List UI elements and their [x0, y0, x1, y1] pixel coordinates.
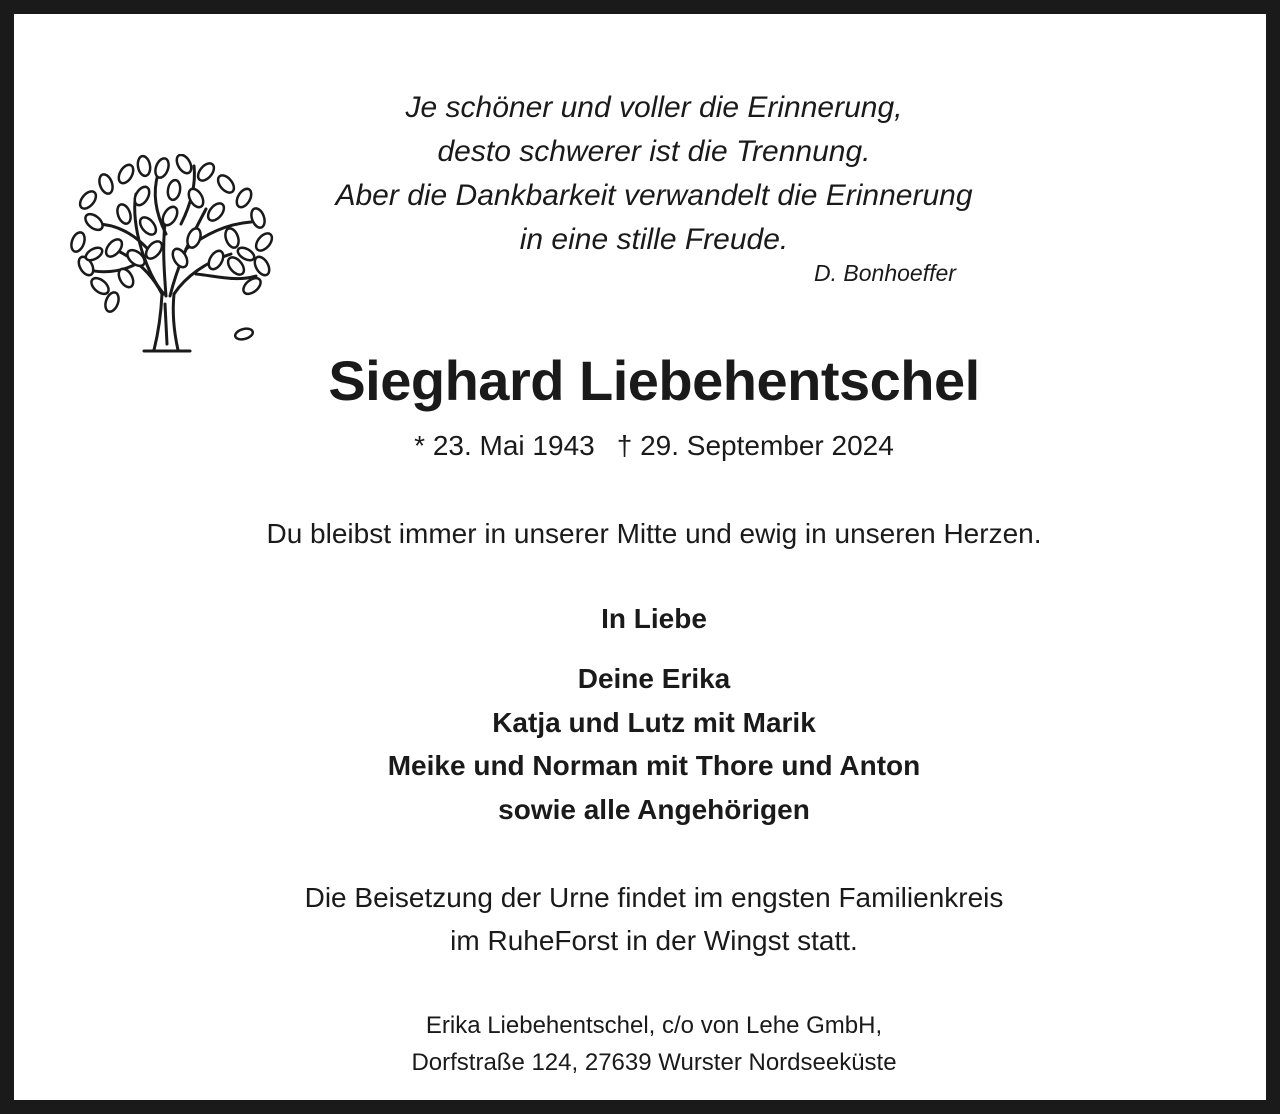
burial-line: Die Beisetzung der Urne findet im engsten Familienkreis	[304, 882, 1004, 913]
burial-line: im RuheForst in der Wingst statt.	[450, 925, 858, 956]
mourners-list	[14, 657, 1280, 831]
mourner-line: sowie alle Angehörigen	[498, 793, 810, 825]
deceased-name: Sieghard Liebehentschel	[328, 349, 980, 412]
burial-notice	[14, 876, 1280, 962]
quote-line: desto schwerer ist die Trennung.	[437, 135, 871, 168]
mourner-line: Deine Erika	[577, 663, 731, 694]
address-line: Erika Liebehentschel, c/o von Lehe GmbH,	[425, 1012, 883, 1039]
quote-author: D. Bonhoeffer	[814, 260, 956, 286]
address-line: Dorfstraße 124, 27639 Wurster Nordseeküste	[411, 1049, 897, 1076]
quote	[14, 86, 1280, 262]
quote-line: in eine stille Freude.	[519, 223, 789, 256]
death-date: † 29. September 2024	[616, 430, 894, 461]
mourner-line: Katja und Lutz mit Marik	[492, 706, 816, 738]
life-dates	[14, 426, 1280, 466]
contact-address	[14, 1007, 1280, 1081]
birth-date: * 23. Mai 1943	[414, 430, 595, 461]
motto: Du bleibst immer in unserer Mitte und ewig in unseren Herzen.	[266, 518, 1042, 549]
in-love-heading: In Liebe	[601, 603, 707, 634]
quote-line: Aber die Dankbarkeit verwandelt die Erinnerung	[335, 179, 973, 212]
mourner-line: Meike und Norman mit Thore und Anton	[387, 750, 921, 781]
quote-line: Je schöner und voller die Erinnerung,	[405, 91, 903, 124]
